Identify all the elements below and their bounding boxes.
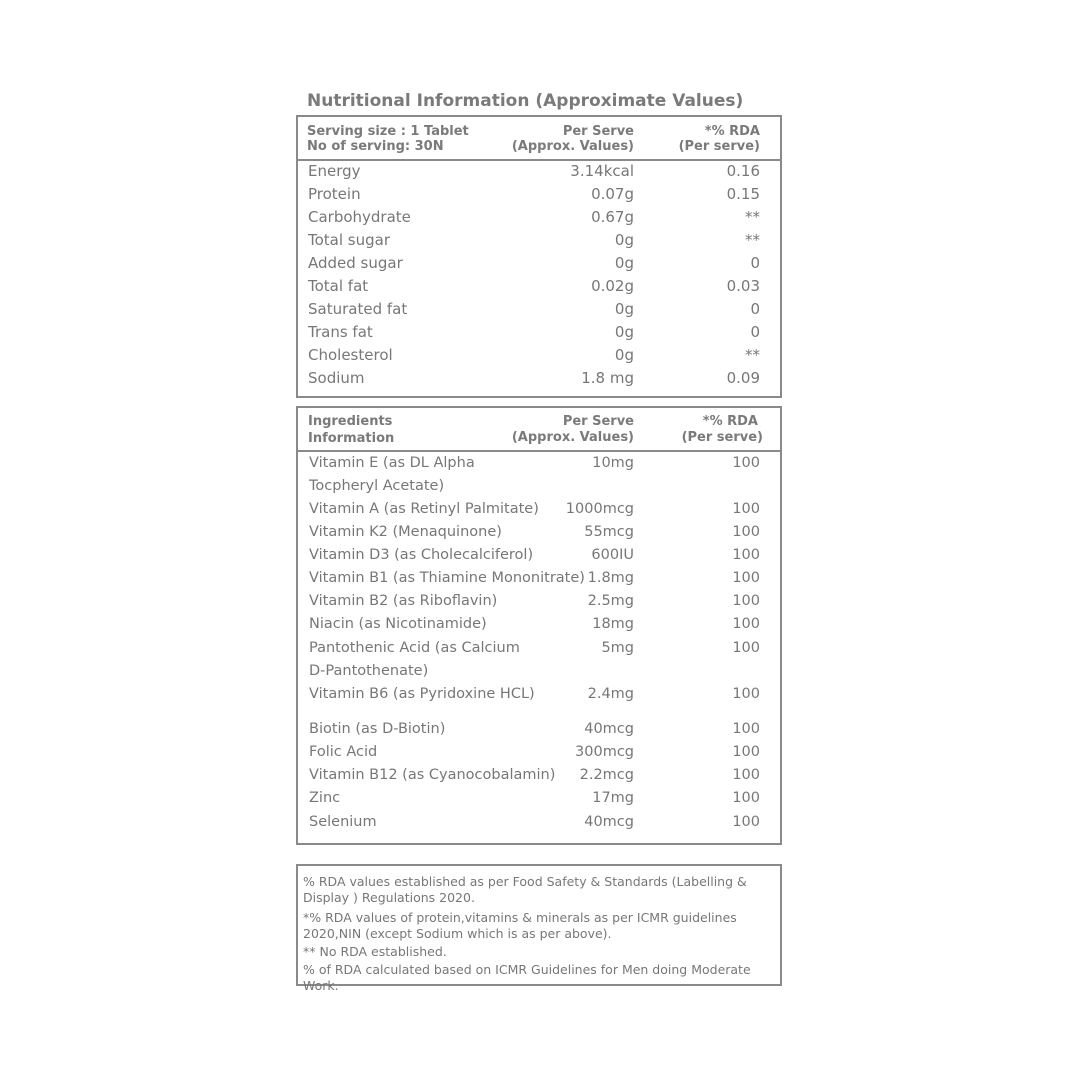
- ingredient-row: [298, 613, 780, 636]
- nutrition-row: [298, 160, 780, 183]
- ingredient-row: [298, 637, 780, 660]
- nutrient-value: 0g: [614, 300, 634, 318]
- ingredient-rda: 100: [732, 593, 760, 609]
- ingredient-row: [298, 683, 780, 706]
- ingredient-row: [298, 544, 780, 567]
- nutrient-rda: 0.15: [726, 185, 760, 203]
- nutrient-value: 0g: [614, 231, 634, 249]
- nutrient-name: Cholesterol: [308, 346, 393, 364]
- nutrition-table-header: [298, 117, 780, 161]
- nutrient-value: 0.07g: [591, 185, 634, 203]
- nutrition-row: [298, 229, 780, 252]
- rda-heading: *% RDA: [704, 124, 760, 139]
- nutrient-value: 0.02g: [591, 277, 634, 295]
- ingredient-rda: 100: [732, 616, 760, 632]
- ingredient-value: 55mcg: [584, 524, 634, 540]
- nutrition-row: [298, 344, 780, 367]
- nutrition-row: [298, 183, 780, 206]
- ingredient-value: 1000mcg: [565, 501, 634, 517]
- ingredients-heading: Ingredients: [308, 414, 393, 429]
- ingredient-row: [298, 764, 780, 787]
- ingredient-name: Zinc: [309, 790, 341, 806]
- ingredient-name: Vitamin K2 (Menaquinone): [309, 524, 502, 540]
- ingredient-name: Vitamin B2 (as Riboflavin): [309, 593, 498, 609]
- ingredients-subheading: Information: [308, 431, 395, 446]
- ingredient-row: [298, 741, 780, 764]
- ingredient-name: Biotin (as D-Biotin): [309, 721, 446, 737]
- nutrient-name: Carbohydrate: [308, 208, 411, 226]
- ingredient-row: [298, 452, 780, 475]
- page-title: Nutritional Information (Approximate Values): [307, 91, 744, 111]
- ingredient-name: Vitamin B12 (as Cyanocobalamin): [309, 767, 556, 783]
- ingredient-name: Vitamin A (as Retinyl Palmitate): [309, 501, 539, 517]
- ingredient-row: [298, 811, 780, 834]
- ingredient-rda: 100: [732, 814, 760, 830]
- ingredient-row: [298, 787, 780, 810]
- ingredient-value: 2.4mg: [587, 686, 634, 702]
- ingredients-table-header: [298, 408, 780, 452]
- ingredient-row: [298, 660, 780, 683]
- ingredient-value: 10mg: [592, 455, 634, 471]
- ingredient-name: Pantothenic Acid (as Calcium: [309, 640, 520, 656]
- serving-count: No of serving: 30N: [307, 139, 444, 154]
- footnote: % of RDA calculated based on ICMR Guidelines for Men doing Moderate Work.: [303, 962, 751, 993]
- per-serve-heading: Per Serve: [562, 414, 634, 429]
- ingredient-name: Vitamin E (as DL Alpha: [309, 455, 475, 471]
- nutrient-rda: 0.16: [726, 162, 760, 180]
- ingredient-value: 2.5mg: [587, 593, 634, 609]
- per-serve-subheading: (Approx. Values): [511, 430, 634, 445]
- per-serve-heading: Per Serve: [562, 124, 634, 139]
- ingredient-value: 1.8mg: [587, 570, 634, 586]
- rda-subheading: (Per serve): [678, 139, 760, 154]
- nutrient-name: Total sugar: [308, 231, 391, 249]
- nutrition-row: [298, 321, 780, 344]
- ingredient-row: [298, 475, 780, 498]
- ingredient-rda: 100: [732, 767, 760, 783]
- nutrient-name: Sodium: [308, 369, 365, 387]
- nutrient-name: Saturated fat: [308, 300, 408, 318]
- ingredient-rda: 100: [732, 721, 760, 737]
- nutrition-row: [298, 298, 780, 321]
- nutrition-row: [298, 275, 780, 298]
- ingredient-name: Vitamin B6 (as Pyridoxine HCL): [309, 686, 535, 702]
- nutrition-row: [298, 252, 780, 275]
- ingredient-rda: 100: [732, 686, 760, 702]
- ingredient-row: [298, 590, 780, 613]
- ingredient-rda: 100: [732, 547, 760, 563]
- nutrient-rda: 0: [750, 323, 760, 341]
- nutrient-rda: 0.03: [726, 277, 760, 295]
- ingredient-name: Vitamin B1 (as Thiamine Mononitrate): [309, 570, 585, 586]
- nutrient-name: Trans fat: [308, 323, 373, 341]
- ingredient-rda: 100: [732, 455, 760, 471]
- ingredient-row: [298, 567, 780, 590]
- nutrient-value: 0g: [614, 254, 634, 272]
- nutrient-value: 0g: [614, 346, 634, 364]
- ingredient-value: 600IU: [591, 547, 634, 563]
- ingredient-name: Tocpheryl Acetate): [309, 478, 445, 494]
- rda-subheading: (Per serve): [681, 430, 763, 445]
- nutrition-row: [298, 206, 780, 229]
- nutrient-name: Energy: [308, 162, 361, 180]
- ingredient-name: Selenium: [309, 814, 377, 830]
- ingredient-row: [298, 498, 780, 521]
- footnote: ** No RDA established.: [303, 944, 447, 959]
- ingredient-row: [298, 718, 780, 741]
- footnote: % RDA values established as per Food Safety & Standards (Labelling & Display ) Regulations 2020.: [303, 874, 747, 905]
- nutrient-rda: 0: [750, 254, 760, 272]
- nutrient-value: 0g: [614, 323, 634, 341]
- nutrition-table: [296, 115, 782, 398]
- nutrient-value: 3.14kcal: [570, 162, 634, 180]
- footnote: *% RDA values of protein,vitamins & minerals as per ICMR guidelines 2020,NIN (except Sodium which is as per above).: [303, 910, 737, 941]
- ingredient-name: Vitamin D3 (as Cholecalciferol): [309, 547, 534, 563]
- ingredient-rda: 100: [732, 640, 760, 656]
- ingredient-value: 40mcg: [584, 721, 634, 737]
- nutrient-value: 0.67g: [591, 208, 634, 226]
- ingredient-value: 18mg: [592, 616, 634, 632]
- ingredient-rda: 100: [732, 524, 760, 540]
- nutrition-row: [298, 367, 780, 390]
- nutrient-value: 1.8 mg: [581, 369, 634, 387]
- nutrient-name: Protein: [308, 185, 361, 203]
- ingredient-name: Folic Acid: [309, 744, 378, 760]
- nutrient-rda: 0: [750, 300, 760, 318]
- nutrient-name: Total fat: [308, 277, 369, 295]
- nutrient-rda: **: [745, 231, 760, 249]
- nutrient-name: Added sugar: [308, 254, 403, 272]
- ingredient-rda: 100: [732, 570, 760, 586]
- ingredient-name: D-Pantothenate): [309, 663, 429, 679]
- ingredient-value: 300mcg: [575, 744, 634, 760]
- ingredient-value: 5mg: [601, 640, 634, 656]
- ingredient-rda: 100: [732, 790, 760, 806]
- rda-heading: *% RDA: [702, 414, 758, 429]
- nutrient-rda: 0.09: [726, 369, 760, 387]
- ingredient-name: Niacin (as Nicotinamide): [309, 616, 487, 632]
- ingredient-value: 2.2mcg: [579, 767, 634, 783]
- serving-size: Serving size : 1 Tablet: [307, 124, 469, 139]
- ingredient-rda: 100: [732, 744, 760, 760]
- per-serve-subheading: (Approx. Values): [511, 139, 634, 154]
- nutrient-rda: **: [745, 346, 760, 364]
- nutrient-rda: **: [745, 208, 760, 226]
- ingredients-table: [296, 406, 782, 845]
- ingredient-row: [298, 521, 780, 544]
- ingredient-rda: 100: [732, 501, 760, 517]
- footnotes-box: [296, 864, 782, 993]
- ingredient-value: 40mcg: [584, 814, 634, 830]
- ingredient-value: 17mg: [592, 790, 634, 806]
